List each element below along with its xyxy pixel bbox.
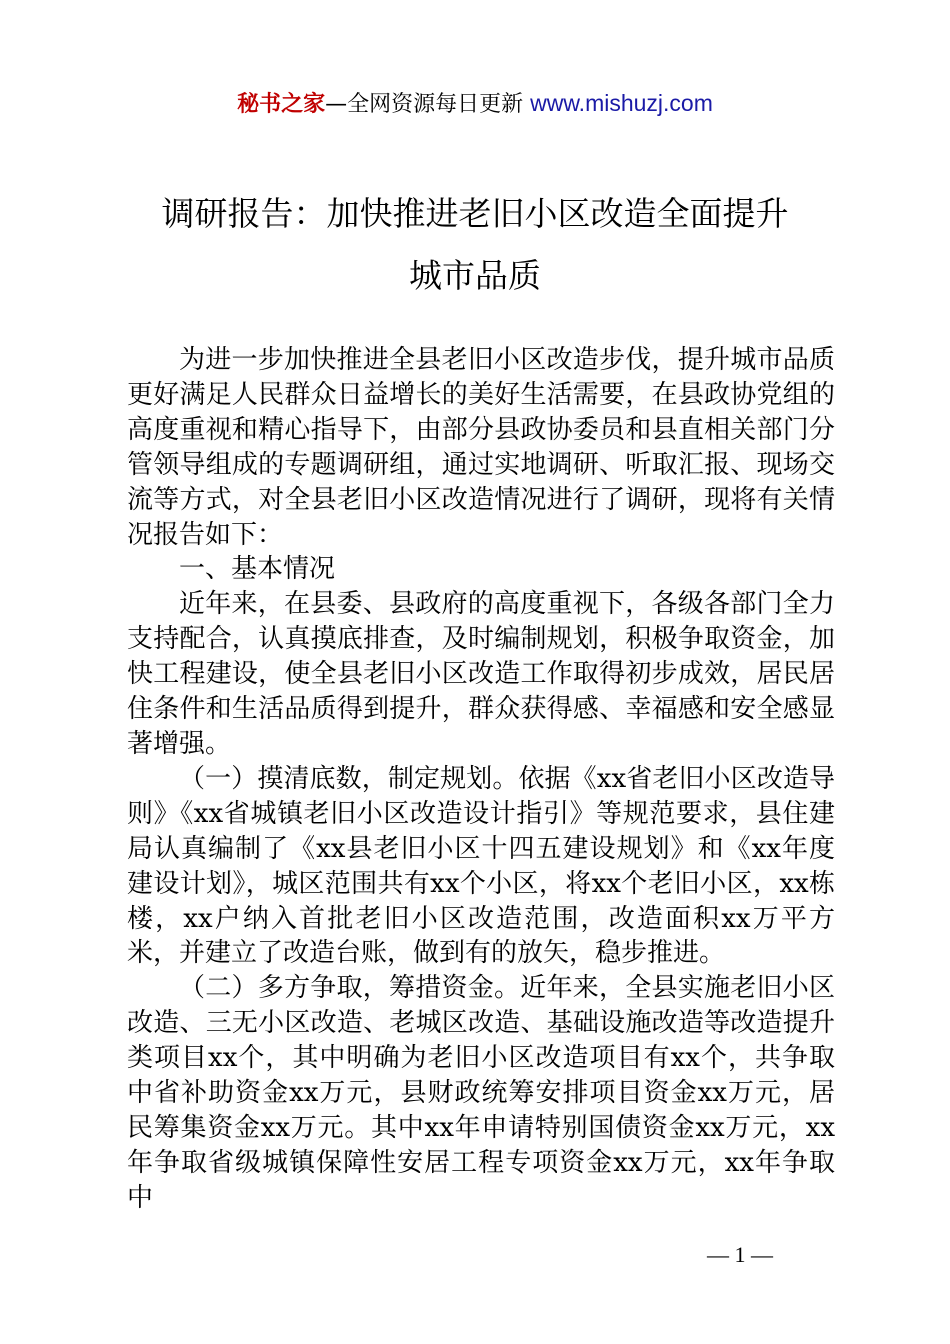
brand-name: 秘书之家 <box>237 92 326 117</box>
body-paragraph: （一）摸清底数，制定规划。依据《xx省老旧小区改造导则》《xx省城镇老旧小区改造设计指引》等规范要求，县住建局认真编制了《xx县老旧小区十四五建设规划》和《xx年度建设计划》，城区范围共有xx个小区，将xx个老旧小区，xx栋楼，xx户纳入首批老旧小区改造范围，改造面积xx万平方米，并建立了改造台账，做到有的放矢，稳步推进。 <box>127 763 835 969</box>
section-heading: 一、基本情况 <box>179 554 336 585</box>
body-paragraph: 近年来，在县委、县政府的高度重视下，各级各部门全力支持配合，认真摸底排查，及时编制规划，积极争取资金，加快工程建设，使全县老旧小区改造工作取得初步成效，居民居住条件和生活品质得到提升，群众获得感、幸福感和安全感显著增强。 <box>127 589 835 759</box>
title-line-2: 城市品质 <box>409 256 541 295</box>
body-paragraph: （二）多方争取，筹措资金。近年来，全县实施老旧小区改造、三无小区改造、老城区改造、基础设施改造等改造提升类项目xx个，其中明确为老旧小区改造项目有xx个，共争取中省补助资金xx万元，县财政统筹安排项目资金xx万元，居民筹集资金xx万元。其中xx年申请特别国债资金xx万元，xx年争取省级城镇保障性安居工程专项资金xx万元，xx年争取中 <box>127 973 835 1213</box>
document-title <box>100 183 850 307</box>
intro-paragraph: 为进一步加快推进全县老旧小区改造步伐，提升城市品质更好满足人民群众日益增长的美好生活需要，在县政协党组的高度重视和精心指导下，由部分县政协委员和县直相关部门分管领导组成的专题调研组，通过实地调研、听取汇报、现场交流等方式，对全县老旧小区改造情况进行了调研，现将有关情况报告如下： <box>127 345 835 550</box>
site-header <box>0 86 950 122</box>
title-line-1: 调研报告：加快推进老旧小区改造全面提升 <box>161 194 789 233</box>
site-url-link[interactable]: www.mishuzj.com <box>530 90 713 116</box>
document-body <box>127 343 835 1216</box>
header-tagline: —全网资源每日更新 <box>325 92 524 117</box>
page-number: — 1 — <box>707 1242 773 1267</box>
